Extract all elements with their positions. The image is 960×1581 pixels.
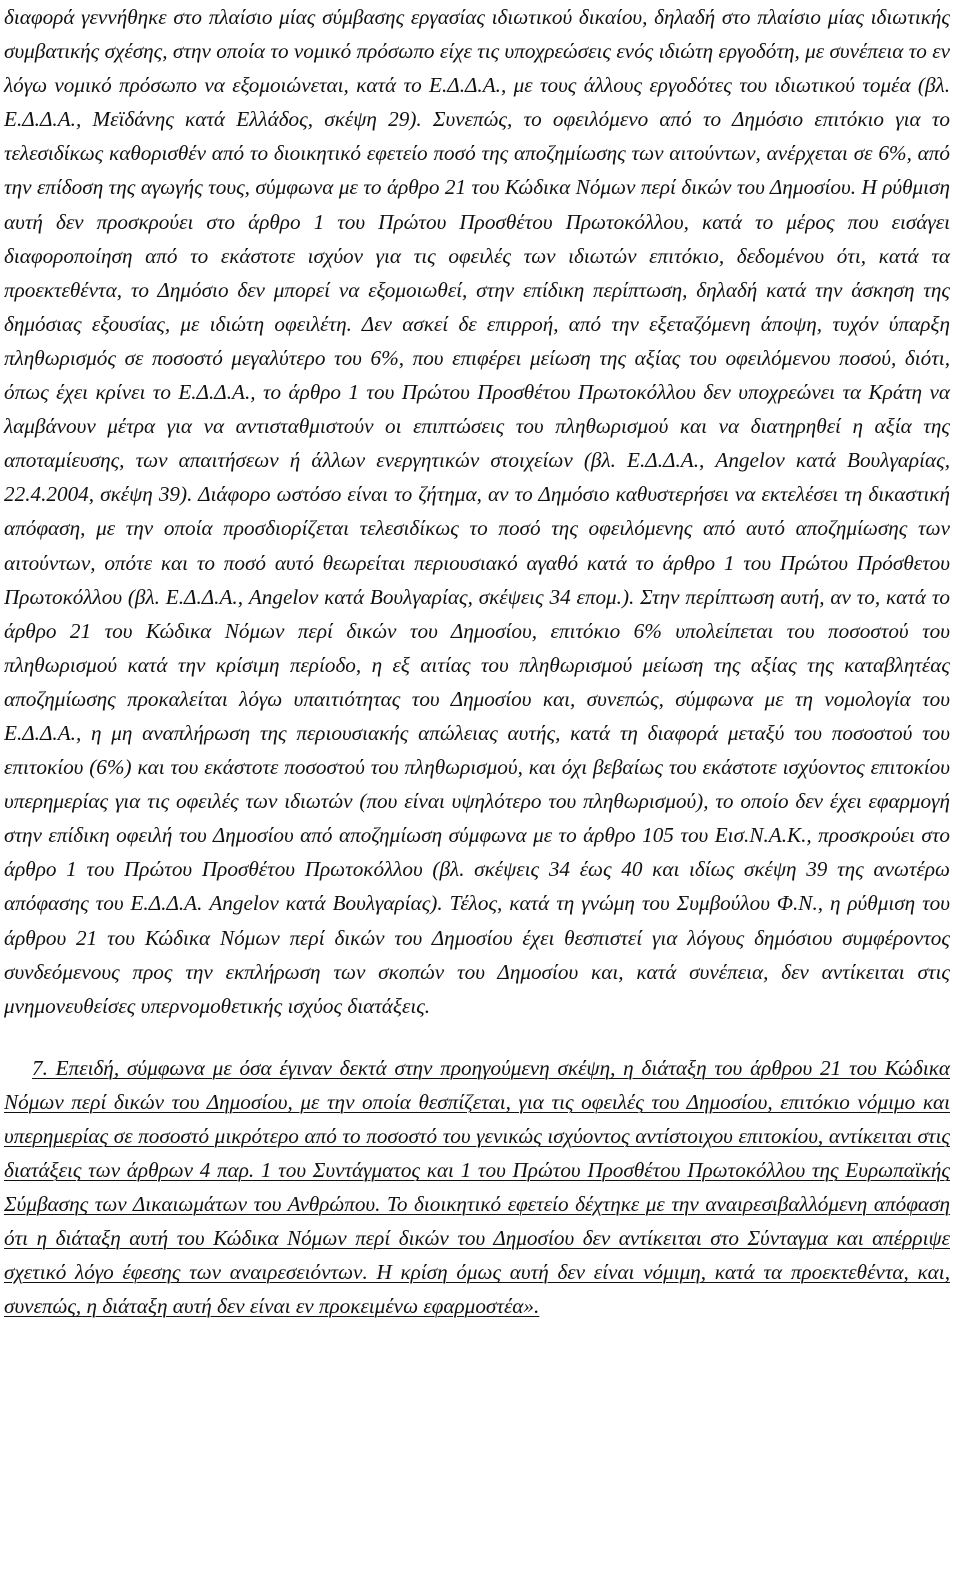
document-page bbox=[4, 0, 950, 1324]
majority-conclusion-paragraph bbox=[4, 1051, 950, 1324]
paragraph-gap bbox=[4, 1023, 950, 1051]
underlined-quote-text: 7. Επειδή, σύμφωνα με όσα έγιναν δεκτά στην προηγούμενη σκέψη, η διάταξη του άρθρου 21 του Κώδικα Νόμων περί δικών του Δημοσίου, με την οποία θεσπίζεται, για τις οφειλές του Δημοσίου, επιτόκιο νόμιμο και υπερημερίας σε ποσοστό μικρότερο από το ποσοστό του γενικώς ισχύοντος αντίστοιχου επιτοκίου, αντίκειται στις διατάξεις των άρθρων 4 παρ. 1 του Συντάγματος και 1 του Πρώτου Προσθέτου Πρωτοκόλλου της Ευρωπαϊκής Σύμβασης των Δικαιωμάτων του Ανθρώπου. Το διοικητικό εφετείο δέχτηκε με την αναιρεσιβαλλόμενη απόφαση ότι η διάταξη αυτή του Κώδικα Νόμων περί δικών του Δημοσίου δεν αντίκειται στο Σύνταγμα και απέρριψε σχετικό λόγο έφεσης των αναιρεσειόντων. Η κρίση όμως αυτή δεν είναι νόμιμη, κατά τα προεκτεθέντα, και, συνεπώς, η διάταξη αυτή δεν είναι εν προκειμένω εφαρμοστέα». bbox=[4, 1055, 950, 1319]
dissenting-opinion-paragraph: διαφορά γεννήθηκε στο πλαίσιο μίας σύμβασης εργασίας ιδιωτικού δικαίου, δηλαδή στο πλαίσιο μίας ιδιωτικής συμβατικής σχέσης, στην οποία το νομικό πρόσωπο είχε τις υποχρεώσεις ενός ιδιώτη εργοδότη, με συνέπεια το εν λόγω νομικό πρόσωπο να εξομοιώνεται, κατά το Ε.Δ.Δ.Α., με τους άλλους εργοδότες του ιδιωτικού τομέα (βλ. Ε.Δ.Δ.Α., Μεϊδάνης κατά Ελλάδος, σκέψη 29). Συνεπώς, το οφειλόμενο από το Δημόσιο επιτόκιο για το τελεσιδίκως καθορισθέν από το διοικητικό εφετείο ποσό της αποζημίωσης των αιτούντων, ανέρχεται σε 6%, από την επίδοση της αγωγής τους, σύμφωνα με το άρθρο 21 του Κώδικα Νόμων περί δικών του Δημοσίου. Η ρύθμιση αυτή δεν προσκρούει στο άρθρο 1 του Πρώτου Προσθέτου Πρωτοκόλλου, κατά το μέρος που εισάγει διαφοροποίηση από το εκάστοτε ισχύον για τις οφειλές των ιδιωτών επιτόκιο, δεδομένου ότι, κατά τα προεκτεθέντα, το Δημόσιο δεν μπορεί να εξομοιωθεί, στην επίδικη περίπτωση, δηλαδή κατά την άσκηση της δημόσιας εξουσίας, με ιδιώτη οφειλέτη. Δεν ασκεί δε επιρροή, από την εξεταζόμενη άποψη, τυχόν ύπαρξη πληθωρισμός σε ποσοστό μεγαλύτερο του 6%, που επιφέρει μείωση της αξίας του οφειλόμενου ποσού, διότι, όπως έχει κρίνει το Ε.Δ.Δ.Α., το άρθρο 1 του Πρώτου Προσθέτου Πρωτοκόλλου δεν υποχρεώνει τα Κράτη να λαμβάνουν μέτρα για να αντισταθμιστούν οι επιπτώσεις του πληθωρισμού και να διατηρηθεί η αξία της αποταμίευσης, των απαιτήσεων ή άλλων ενεργητικών στοιχείων (βλ. Ε.Δ.Δ.Α., Angelov κατά Βουλγαρίας, 22.4.2004, σκέψη 39). Διάφορο ωστόσο είναι το ζήτημα, αν το Δημόσιο καθυστερήσει να εκτελέσει τη δικαστική απόφαση, με την οποία προσδιορίζεται τελεσιδίκως το ποσό της οφειλόμενης από αυτό αποζημίωσης των αιτούντων, οπότε και το ποσό αυτό θεωρείται περιουσιακό αγαθό κατά το άρθρο 1 του Πρώτου Πρόσθετου Πρωτοκόλλου (βλ. Ε.Δ.Δ.Α., Angelov κατά Βουλγαρίας, σκέψεις 34 επομ.). Στην περίπτωση αυτή, αν το, κατά το άρθρο 21 του Κώδικα Νόμων περί δικών του Δημοσίου, επιτόκιο 6% υπολείπεται του ποσοστού του πληθωρισμού κατά την κρίσιμη περίοδο, η εξ αιτίας του πληθωρισμού μείωση της αξίας της καταβλητέας αποζημίωσης προκαλείται λόγω υπαιτιότητας του Δημοσίου και, συνεπώς, σύμφωνα με τη νομολογία του Ε.Δ.Δ.Α., η μη αναπλήρωση της περιουσιακής απώλειας αυτής, κατά τη διαφορά μεταξύ του ποσοστού του επιτοκίου (6%) και του εκάστοτε ποσοστού του πληθωρισμού, και όχι βεβαίως του εκάστοτε ισχύοντος επιτοκίου υπερημερίας για τις οφειλές των ιδιωτών (που είναι υψηλότερο του πληθωρισμού), το οποίο δεν έχει εφαρμογή στην επίδικη οφειλή του Δημοσίου από αποζημίωση σύμφωνα με το άρθρο 105 του Εισ.Ν.Α.Κ., προσκρούει στο άρθρο 1 του Πρώτου Προσθέτου Πρωτοκόλλου (βλ. σκέψεις 34 έως 40 και ιδίως σκέψη 39 της ανωτέρω απόφασης του Ε.Δ.Δ.Α. Angelov κατά Βουλγαρίας). Τέλος, κατά τη γνώμη του Συμβούλου Φ.Ν., η ρύθμιση του άρθρου 21 του Κώδικα Νόμων περί δικών του Δημοσίου έχει θεσπιστεί για λόγους δημόσιου συμφέροντος συνδεόμενους προς την εκπλήρωση των σκοπών του Δημοσίου και, κατά συνέπεια, δεν αντίκειται στις μνημονευθείσες υπερνομοθετικής ισχύος διατάξεις. bbox=[4, 5, 950, 1018]
